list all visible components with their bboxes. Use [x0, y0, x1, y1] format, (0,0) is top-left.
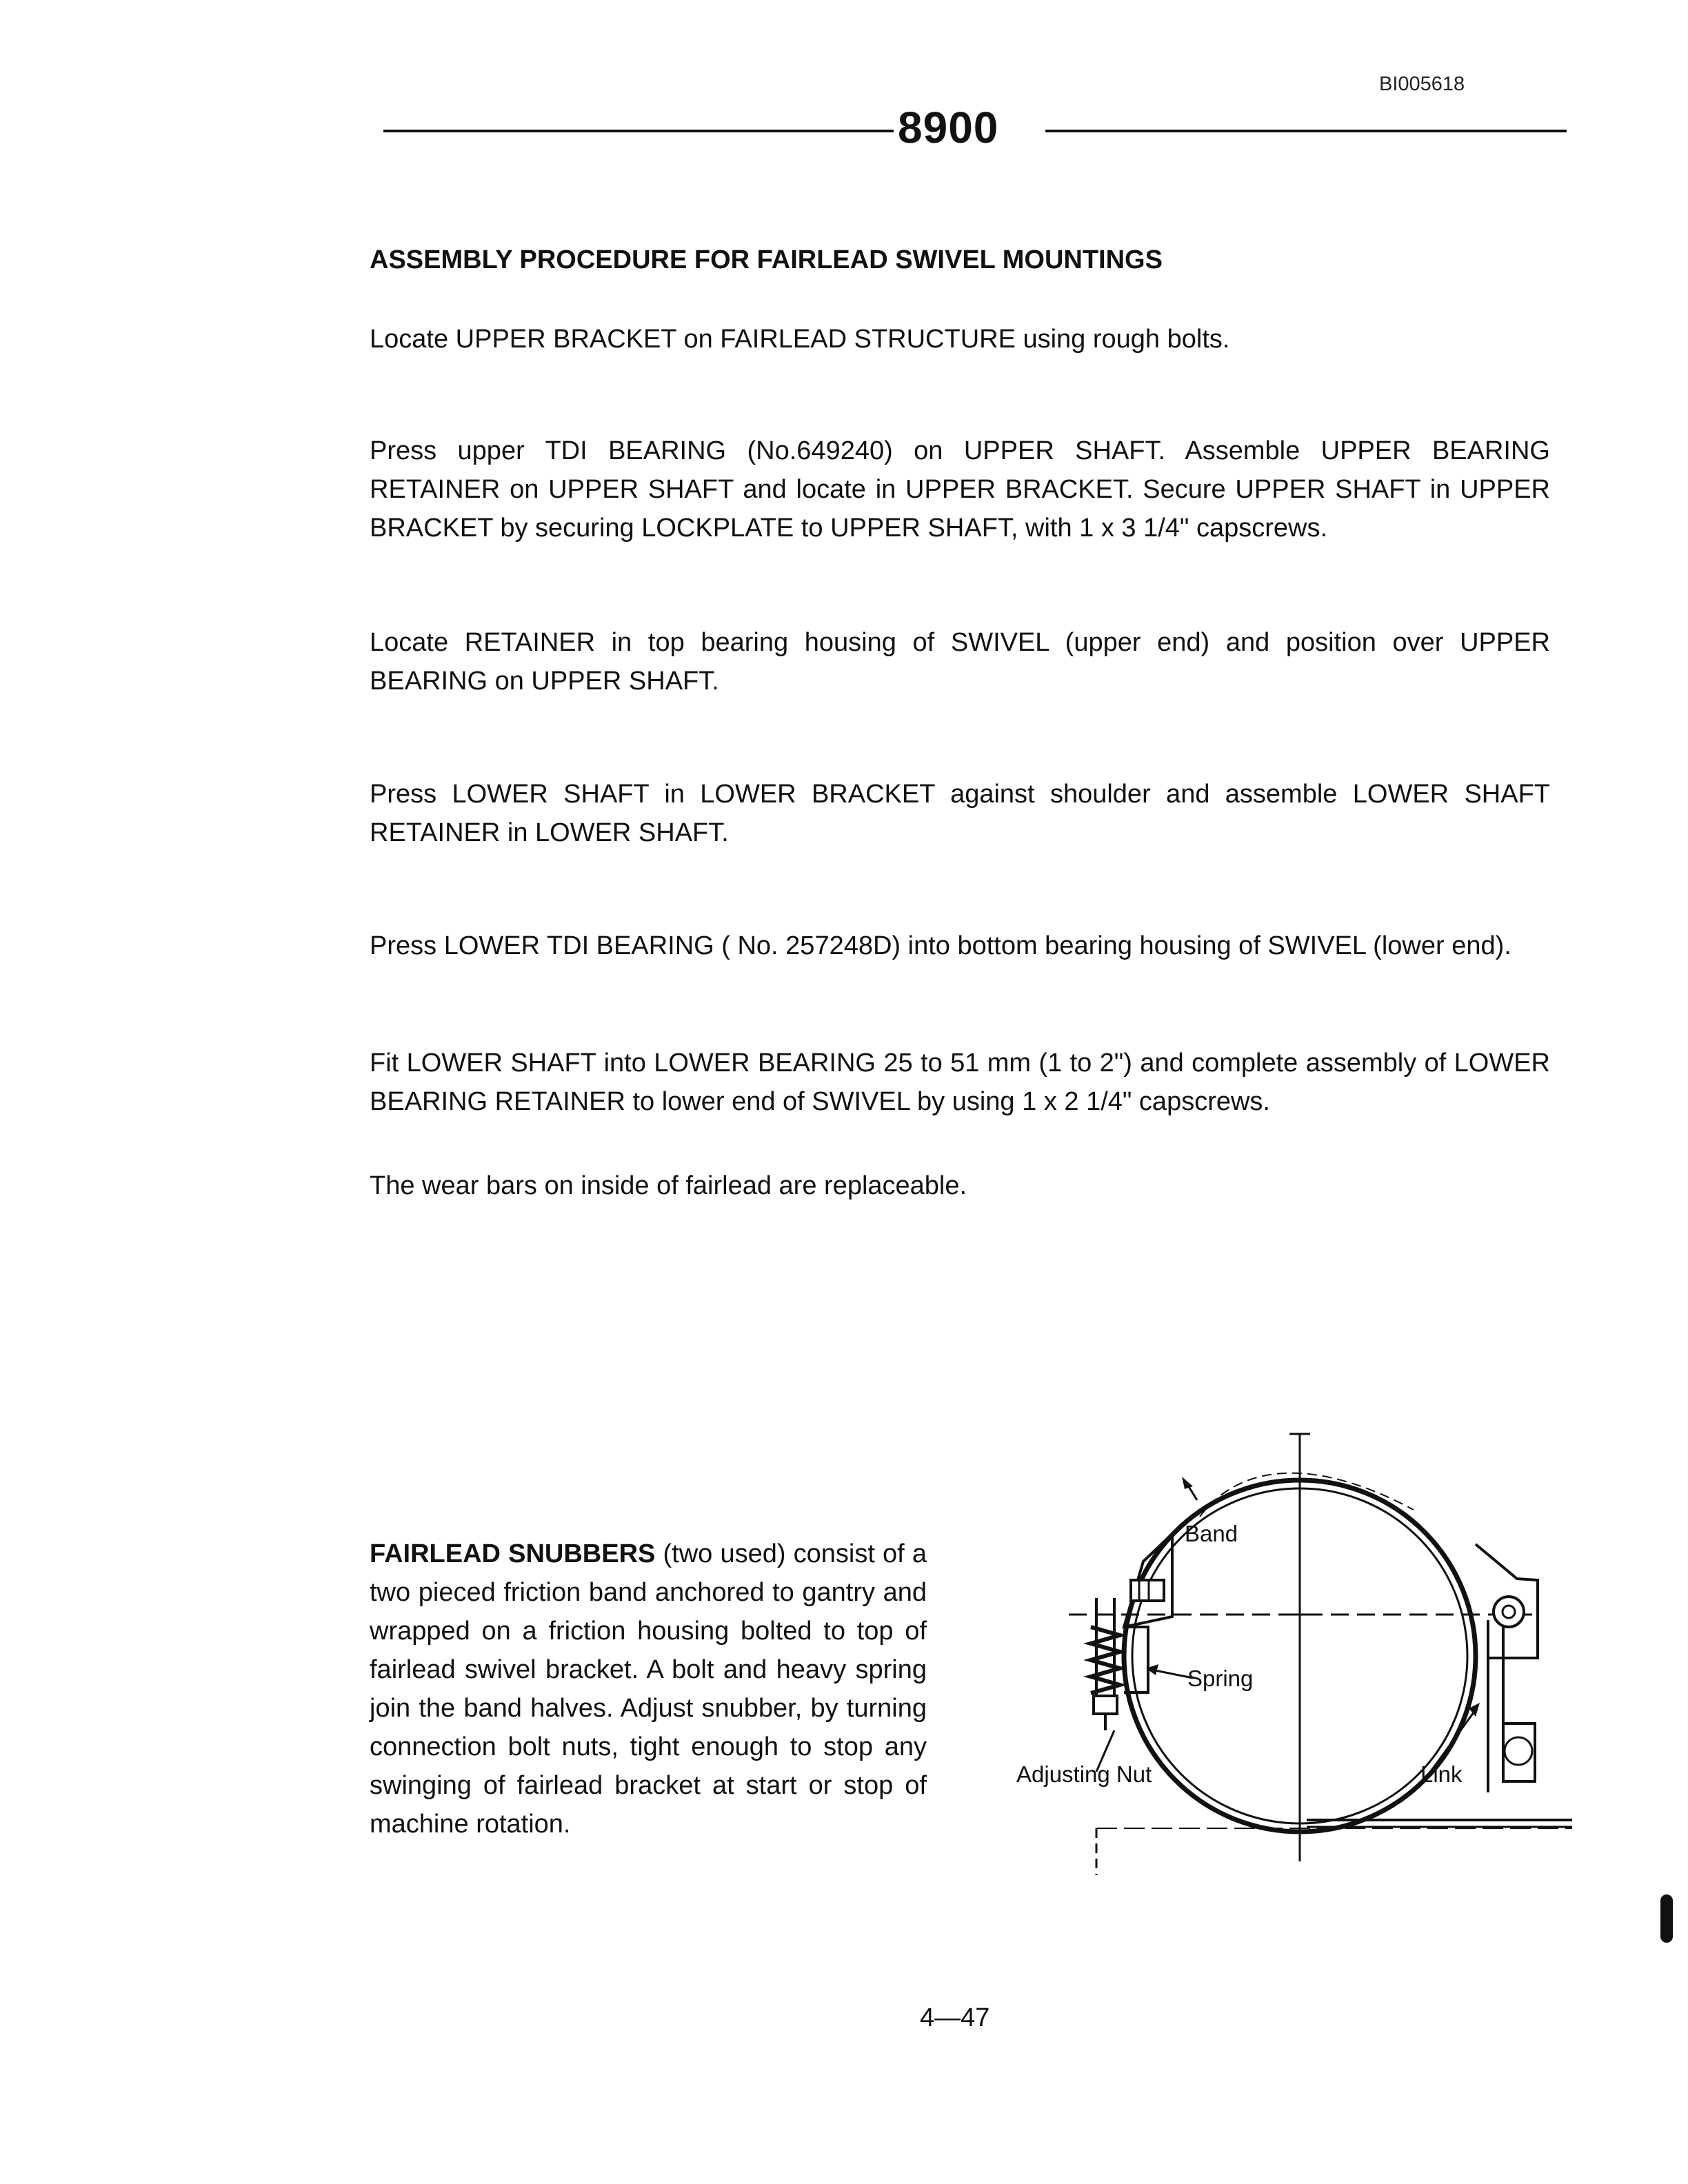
document-id: BI005618	[1379, 73, 1465, 95]
snubber-diagram	[993, 1420, 1586, 1889]
page-number: 4—47	[920, 2003, 990, 2032]
snubbers-body: (two used) consist of a two pieced friction band anchored to gantry and wrapped on a friction housing bolted to top of fairlead swivel bracket. A bolt and heavy spring join the band halves. Adjust snubber, by turning connection bolt nuts, tight enough to stop any swinging of fairlead bracket at start or stop of machine rotation.	[370, 1539, 927, 1839]
header-rule-right	[1045, 130, 1567, 132]
label-spring: Spring	[1187, 1666, 1254, 1691]
procedure-step: Locate RETAINER in top bearing housing of SWIVEL (upper end) and position over UPPER BEARING on UPPER SHAFT.	[370, 628, 1550, 696]
model-title: 8900	[898, 103, 999, 152]
adjusting-nut	[1094, 1696, 1117, 1714]
snubbers-description	[370, 1535, 927, 1843]
procedure-step: Press LOWER TDI BEARING ( No. 257248D) into bottom bearing housing of SWIVEL (lower end).	[370, 931, 1511, 960]
label-band: Band	[1185, 1521, 1238, 1546]
procedure-note: The wear bars on inside of fairlead are replaceable.	[370, 1171, 967, 1200]
procedure-step: Locate UPPER BRACKET on FAIRLEAD STRUCTURE using rough bolts.	[370, 325, 1230, 354]
label-adjusting-nut: Adjusting Nut	[1016, 1761, 1152, 1787]
procedure-step: Fit LOWER SHAFT into LOWER BEARING 25 to 51 mm (1 to 2") and complete assembly of LOWER BEARING RETAINER to lower end of SWIVEL by using 1 x 2 1/4" capscrews.	[370, 1049, 1550, 1116]
procedure-step: Press upper TDI BEARING (No.649240) on UPPER SHAFT. Assemble UPPER BEARING RETAINER on UPPER SHAFT and locate in UPPER BRACKET. Secure UPPER SHAFT in UPPER BRACKET by securing LOCKPLATE to UPPER SHAFT, with 1 x 3 1/4" capscrews.	[370, 436, 1550, 543]
edge-mark	[1660, 1894, 1673, 1943]
section-heading: ASSEMBLY PROCEDURE FOR FAIRLEAD SWIVEL MOUNTINGS	[370, 245, 1163, 274]
label-link: Link	[1420, 1761, 1463, 1787]
snubbers-title: FAIRLEAD SNUBBERS	[370, 1539, 656, 1568]
procedure-step: Press LOWER SHAFT in LOWER BRACKET against shoulder and assemble LOWER SHAFT RETAINER in LOWER SHAFT.	[370, 780, 1550, 847]
header-rule-left	[383, 130, 894, 132]
